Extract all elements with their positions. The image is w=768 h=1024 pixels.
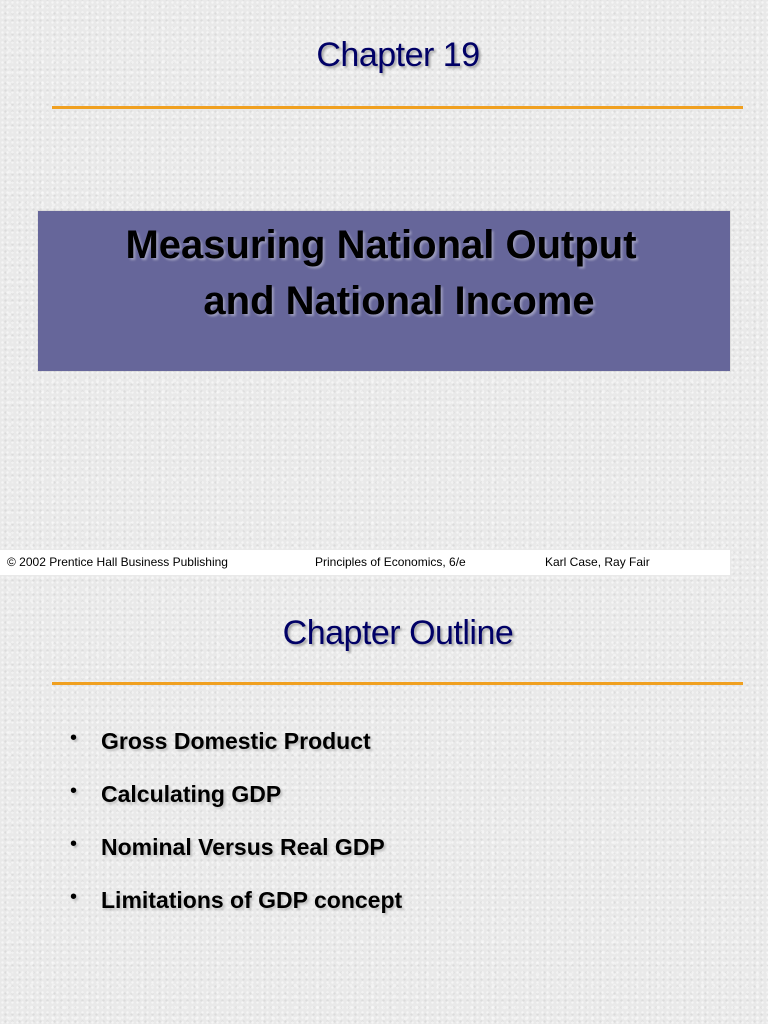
outline-item-text: Limitations of GDP concept xyxy=(101,887,403,913)
bullet-icon: • xyxy=(70,727,78,749)
footer-bar xyxy=(0,550,730,575)
orange-divider xyxy=(52,682,743,685)
bullet-icon: • xyxy=(70,833,78,855)
bullet-icon: • xyxy=(70,886,78,908)
outline-slide xyxy=(0,578,768,1024)
slide-title-line-2: and National Income xyxy=(203,279,595,323)
outline-item-text: Nominal Versus Real GDP xyxy=(101,834,385,860)
footer-copyright: © 2002 Prentice Hall Business Publishing xyxy=(7,555,228,569)
outline-heading: Chapter Outline xyxy=(282,614,514,652)
bullet-icon: • xyxy=(70,780,78,802)
outline-item-text: Gross Domestic Product xyxy=(101,728,371,754)
orange-divider xyxy=(52,106,743,109)
outline-item-text: Calculating GDP xyxy=(101,781,282,807)
title-box xyxy=(38,211,730,371)
footer-book-title: Principles of Economics, 6/e xyxy=(315,555,466,569)
chapter-heading: Chapter 19 xyxy=(316,36,480,74)
footer-authors: Karl Case, Ray Fair xyxy=(545,555,650,569)
slide-title-line-1: Measuring National Output xyxy=(125,223,637,267)
